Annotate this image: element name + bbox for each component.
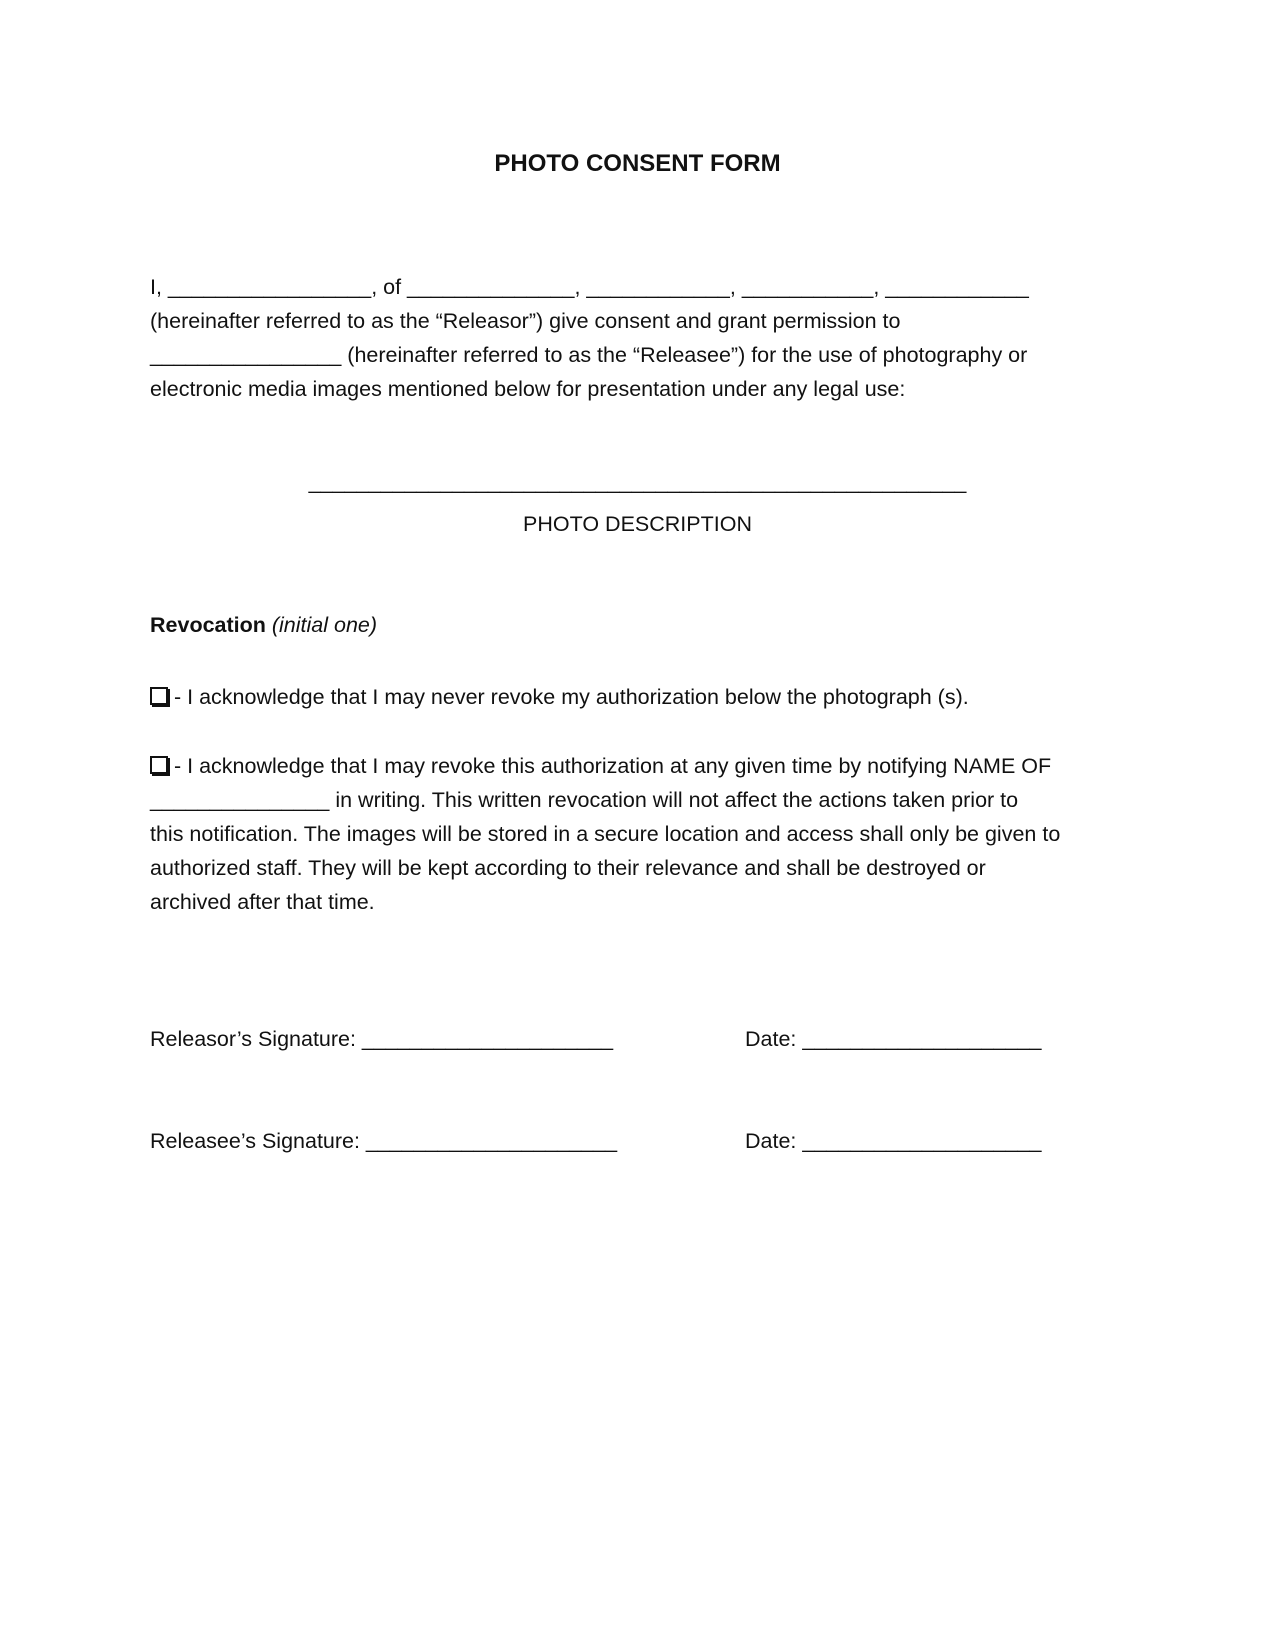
option-2-line-1: - I acknowledge that I may revoke this authorization at any given time by notifying NAME OF xyxy=(174,754,1052,778)
option-2-line-5: archived after that time. xyxy=(150,890,375,914)
photo-description-blank: _______________________________________________________ xyxy=(308,470,967,494)
form-title: PHOTO CONSENT FORM xyxy=(494,150,781,177)
releasee-signature-row xyxy=(150,1129,1130,1154)
checkbox-icon[interactable] xyxy=(150,756,168,774)
revocation-note: (initial one) xyxy=(271,613,378,637)
option-2-line-4: authorized staff. They will be kept according to their relevance and shall be destroyed or xyxy=(150,856,986,880)
revocation-option-1 xyxy=(150,680,1130,714)
revocation-title: Revocation xyxy=(150,613,266,637)
revocation-heading xyxy=(150,613,377,638)
option-1-text: - I acknowledge that I may never revoke my authorization below the photograph (s). xyxy=(174,685,969,709)
option-2-line-3: this notification. The images will be stored in a secure location and access shall only be given to xyxy=(150,822,1061,846)
releasee-signature-field: Releasee’s Signature: _____________________ xyxy=(150,1129,618,1153)
releasor-date-field: Date: ____________________ xyxy=(745,1027,1042,1051)
intro-paragraph xyxy=(150,270,1130,406)
option-2-line-2: _______________ in writing. This written revocation will not affect the actions taken prior to xyxy=(150,788,1019,812)
photo-description-label: PHOTO DESCRIPTION xyxy=(523,512,752,536)
checkbox-icon[interactable] xyxy=(150,687,168,705)
revocation-option-2 xyxy=(150,749,1130,919)
intro-line-3: ________________ (hereinafter referred to as the “Releasee”) for the use of photography or xyxy=(150,343,1028,367)
intro-line-1: I, _________________, of ______________, ____________, ___________, ____________ xyxy=(150,275,1029,299)
releasor-signature-row xyxy=(150,1027,1130,1052)
intro-line-4: electronic media images mentioned below for presentation under any legal use: xyxy=(150,377,906,401)
releasee-date-field: Date: ____________________ xyxy=(745,1129,1042,1153)
releasor-signature-field: Releasor’s Signature: _____________________ xyxy=(150,1027,614,1051)
intro-line-2: (hereinafter referred to as the “Releasor”) give consent and grant permission to xyxy=(150,309,901,333)
